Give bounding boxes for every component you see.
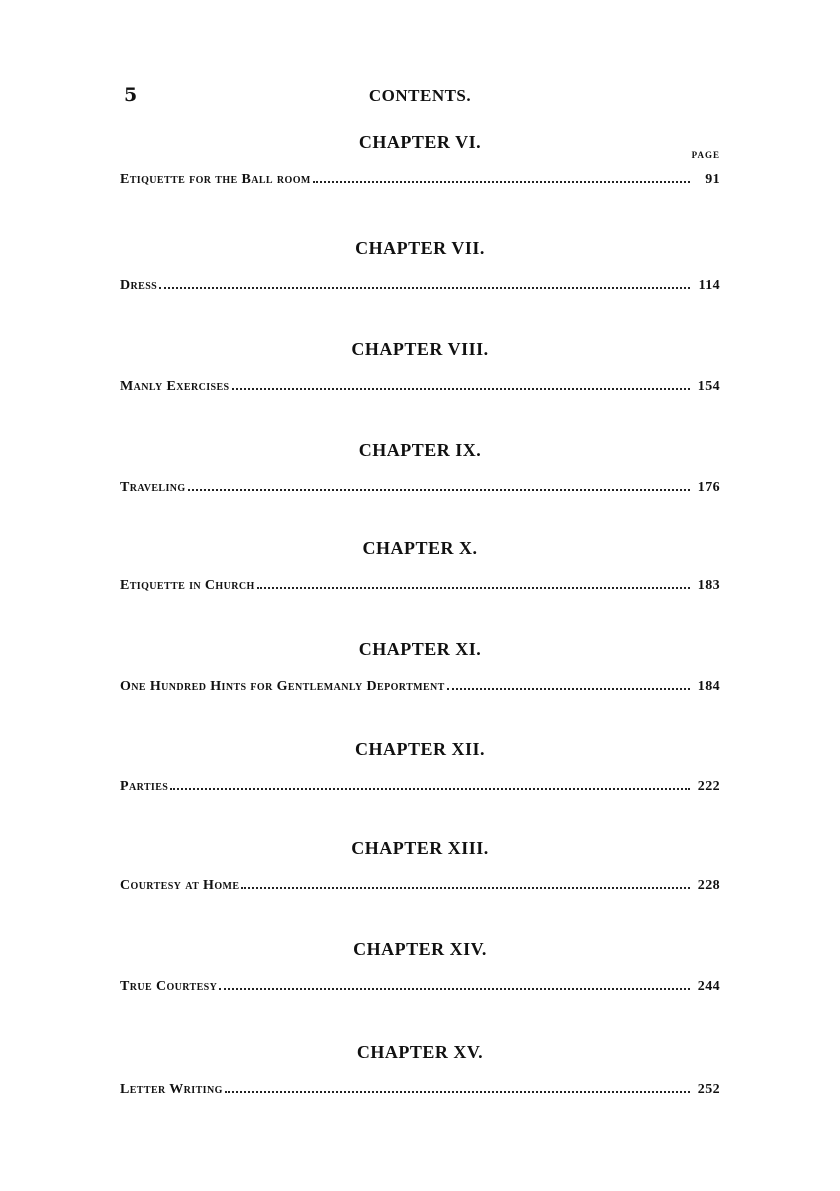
page-title: CONTENTS. — [368, 86, 472, 105]
chapter-heading: CHAPTER XI. — [358, 639, 482, 659]
toc-entry-title: Courtesy at Home — [120, 878, 240, 893]
chapter-entry — [120, 637, 720, 699]
chapter-heading: CHAPTER VIII. — [351, 339, 489, 359]
chapter-heading: CHAPTER XIII. — [351, 838, 489, 858]
dot-leader — [447, 687, 690, 690]
toc-entry-title: Etiquette for the Ball room — [120, 172, 311, 187]
chapter-entry — [120, 236, 720, 298]
toc-page-number: 228 — [697, 878, 720, 893]
chapter-heading: CHAPTER XIV. — [353, 939, 487, 959]
toc-line[interactable] — [120, 1082, 720, 1102]
toc-entry-title: Parties — [120, 779, 169, 794]
toc-page-number: 244 — [697, 979, 720, 994]
chapter-entry — [120, 937, 720, 999]
dot-leader — [170, 787, 690, 790]
dot-leader — [313, 180, 690, 183]
toc-entry-title: Traveling — [120, 480, 186, 495]
toc-page-number: 184 — [697, 679, 720, 694]
toc-page-number: 183 — [697, 578, 720, 593]
toc-line[interactable] — [120, 278, 720, 298]
toc-page-number: 252 — [697, 1082, 720, 1097]
page-column-label: PAGE — [691, 150, 720, 160]
toc-entry-title: True Courtesy — [120, 979, 218, 994]
chapter-entry — [120, 438, 720, 500]
chapter-heading: CHAPTER XV. — [356, 1042, 484, 1062]
chapter-heading: CHAPTER XII. — [354, 739, 485, 759]
toc-line[interactable] — [120, 878, 720, 898]
toc-page-number: 222 — [697, 779, 720, 794]
toc-line[interactable] — [120, 578, 720, 598]
toc-entry-title: Manly Exercises — [120, 379, 230, 394]
toc-entry-title: Dress — [120, 278, 158, 293]
chapter-heading: CHAPTER VI. — [358, 132, 482, 152]
chapter-entry — [120, 836, 720, 898]
chapter-heading: CHAPTER X. — [362, 538, 478, 558]
toc-line[interactable] — [120, 679, 720, 699]
toc-page-number: 114 — [698, 278, 720, 293]
chapter-entry — [120, 337, 720, 399]
toc-line[interactable] — [120, 979, 720, 999]
chapter-entry — [120, 130, 720, 192]
dot-leader — [257, 586, 690, 589]
dot-leader — [241, 886, 690, 889]
toc-entry-title: Etiquette in Church — [120, 578, 255, 593]
toc-line[interactable] — [120, 379, 720, 399]
chapter-entry — [120, 536, 720, 598]
toc-page-number: 91 — [705, 172, 720, 187]
toc-entry-title: Letter Writing — [120, 1082, 223, 1097]
chapter-entry — [120, 737, 720, 799]
dot-leader — [232, 387, 691, 390]
chapter-heading: CHAPTER IX. — [358, 440, 482, 460]
toc-line[interactable] — [120, 172, 720, 192]
dot-leader — [159, 286, 690, 289]
toc-entry-title: One Hundred Hints for Gentlemanly Deportment — [120, 679, 445, 694]
running-head — [120, 84, 720, 108]
toc-page-number: 154 — [697, 379, 720, 394]
toc-line[interactable] — [120, 779, 720, 799]
dot-leader — [225, 1090, 690, 1093]
toc-page-number: 176 — [697, 480, 720, 495]
dot-leader — [219, 987, 690, 990]
page-number: 5 — [124, 84, 138, 106]
dot-leader — [188, 488, 690, 491]
chapter-entry — [120, 1040, 720, 1102]
toc-line[interactable] — [120, 480, 720, 500]
chapter-heading: CHAPTER VII. — [355, 238, 485, 258]
